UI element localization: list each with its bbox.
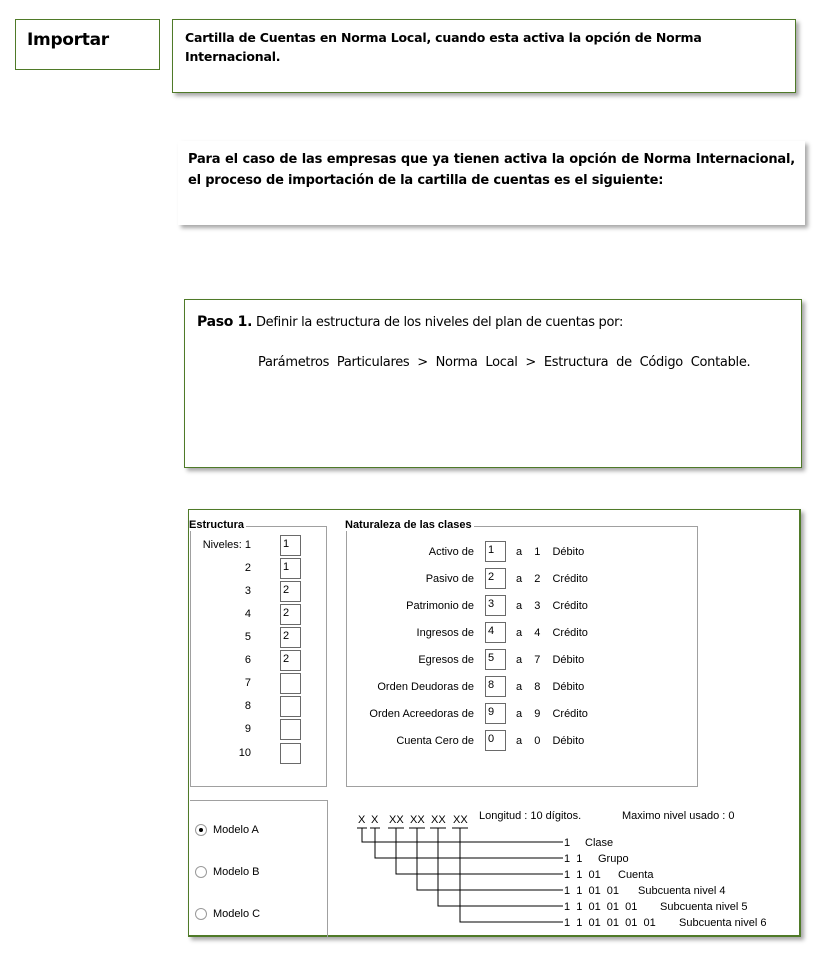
- step-1-box: [184, 299, 802, 468]
- max-level-text: Maximo nivel usado : 0: [622, 810, 735, 822]
- modelo-option[interactable]: [195, 866, 259, 882]
- naturaleza-legend: Naturaleza de las clases: [345, 519, 472, 531]
- level-connector: [362, 828, 563, 842]
- modelo-option[interactable]: [195, 908, 260, 924]
- class-nature-row: [347, 568, 687, 590]
- level-digits-input[interactable]: [280, 696, 301, 717]
- class-from-input[interactable]: 3: [485, 595, 506, 616]
- class-label: Pasivo de: [425, 573, 474, 585]
- level-label: 6: [244, 654, 251, 666]
- class-nature-row: [347, 541, 687, 563]
- class-range-nature: a 7 Débito: [516, 654, 585, 666]
- class-from-input[interactable]: 9: [485, 703, 506, 724]
- level-label: 3: [244, 585, 251, 597]
- level-code: 1 1: [564, 853, 583, 865]
- modelo-label: Modelo C: [213, 908, 261, 921]
- class-nature-row: [347, 649, 687, 671]
- level-connector: [396, 828, 563, 874]
- level-name: Cuenta: [618, 869, 654, 881]
- class-nature-row: [347, 676, 687, 698]
- level-code: 1 1 01 01: [564, 885, 620, 897]
- level-code: 1: [564, 837, 571, 849]
- class-label: Orden Deudoras de: [377, 681, 474, 693]
- level-code: 1 1 01 01 01 01: [564, 917, 656, 926]
- level-name: Grupo: [598, 853, 629, 865]
- mask-segment: XX: [410, 814, 425, 826]
- class-nature-row: [347, 622, 687, 644]
- level-row: [191, 581, 311, 603]
- modelo-label: Modelo B: [213, 866, 260, 879]
- estructura-legend: Estructura: [189, 519, 245, 531]
- document-title: Cartilla de Cuentas en Norma Local, cuando esta activa la opción de Norma Internacional.: [185, 30, 702, 64]
- level-digits-input[interactable]: 2: [280, 581, 301, 602]
- level-digits-input[interactable]: 2: [280, 604, 301, 625]
- modelo-group: [190, 800, 328, 937]
- mask-segment: XX: [431, 814, 446, 826]
- level-digits-input[interactable]: [280, 673, 301, 694]
- class-label: Orden Acreedoras de: [369, 708, 474, 720]
- level-row: [191, 558, 311, 580]
- naturaleza-group: [345, 519, 698, 787]
- level-label: 5: [244, 631, 251, 643]
- level-connector: [417, 828, 563, 890]
- level-digits-input[interactable]: 2: [280, 627, 301, 648]
- mask-segment: X: [358, 814, 366, 826]
- level-row: [191, 604, 311, 626]
- class-range-nature: a 2 Crédito: [516, 573, 588, 585]
- length-text: Longitud : 10 dígitos.: [479, 810, 582, 822]
- level-row: [191, 535, 311, 557]
- class-range-nature: a 9 Crédito: [516, 708, 588, 720]
- class-range-nature: a 0 Débito: [516, 735, 585, 747]
- level-digits-input[interactable]: [280, 743, 301, 764]
- class-from-input[interactable]: 8: [485, 676, 506, 697]
- level-name: Subcuenta nivel 5: [660, 901, 748, 913]
- title-box: [172, 19, 796, 93]
- level-label: 4: [244, 608, 251, 620]
- level-row: [191, 743, 311, 765]
- level-label: 8: [244, 700, 251, 712]
- level-row: [191, 719, 311, 741]
- level-code: 1 1 01: [564, 869, 601, 881]
- level-digits-input[interactable]: 1: [280, 535, 301, 556]
- class-nature-row: [347, 595, 687, 617]
- step-1-heading: [197, 312, 789, 333]
- class-from-input[interactable]: 5: [485, 649, 506, 670]
- level-digits-input[interactable]: [280, 719, 301, 740]
- level-label: 2: [244, 562, 251, 574]
- class-range-nature: a 4 Crédito: [516, 627, 588, 639]
- level-name: Clase: [585, 837, 614, 849]
- class-nature-row: [347, 730, 687, 752]
- modelo-label: Modelo A: [213, 824, 259, 837]
- class-label: Patrimonio de: [406, 600, 474, 612]
- class-label: Activo de: [428, 546, 474, 558]
- menu-path: Parámetros Particulares > Norma Local > Estructura de Código Contable.: [258, 355, 751, 370]
- level-connector: [438, 828, 563, 906]
- class-from-input[interactable]: 1: [485, 541, 506, 562]
- class-from-input[interactable]: 0: [485, 730, 506, 751]
- class-label: Ingresos de: [416, 627, 474, 639]
- class-label: Cuenta Cero de: [396, 735, 474, 747]
- level-row: [191, 696, 311, 718]
- level-row: [191, 650, 311, 672]
- step-1-lead: Paso 1.: [197, 314, 253, 330]
- level-row: [191, 673, 311, 695]
- section-label: Importar: [27, 30, 109, 50]
- class-label: Egresos de: [418, 654, 474, 666]
- class-range-nature: a 3 Crédito: [516, 600, 588, 612]
- level-name: Subcuenta nivel 6: [679, 917, 767, 926]
- step-1-text: Definir la estructura de los niveles del plan de cuentas por:: [252, 315, 624, 330]
- mask-segment: X: [371, 814, 379, 826]
- modelo-option[interactable]: [195, 824, 259, 840]
- class-range-nature: a 8 Débito: [516, 681, 585, 693]
- level-code: 1 1 01 01 01: [564, 901, 638, 913]
- intro-box: [178, 141, 805, 225]
- estructura-group: [189, 519, 327, 787]
- level-label: 9: [244, 723, 251, 735]
- mask-segment: XX: [453, 814, 468, 826]
- level-digits-input[interactable]: 1: [280, 558, 301, 579]
- class-range-nature: a 1 Débito: [516, 546, 585, 558]
- radio-button[interactable]: [195, 866, 207, 878]
- mask-segment: XX: [389, 814, 404, 826]
- radio-button[interactable]: [195, 908, 207, 920]
- level-name: Subcuenta nivel 4: [638, 885, 726, 897]
- level-label: 7: [244, 677, 251, 689]
- account-structure-form: [188, 509, 801, 937]
- radio-button[interactable]: [195, 824, 207, 836]
- level-connector: [375, 828, 563, 858]
- class-from-input[interactable]: 2: [485, 568, 506, 589]
- level-label: 10: [238, 747, 251, 759]
- code-structure-diagram: [349, 806, 789, 926]
- level-row: [191, 627, 311, 649]
- class-nature-row: [347, 703, 687, 725]
- intro-text: Para el caso de las empresas que ya tienen activa la opción de Norma Internacional, el proceso de importación de la cartilla de cuentas es el siguiente:: [188, 152, 795, 188]
- section-label-box: [15, 19, 160, 70]
- level-digits-input[interactable]: 2: [280, 650, 301, 671]
- level-label: Niveles: 1: [202, 539, 251, 551]
- class-from-input[interactable]: 4: [485, 622, 506, 643]
